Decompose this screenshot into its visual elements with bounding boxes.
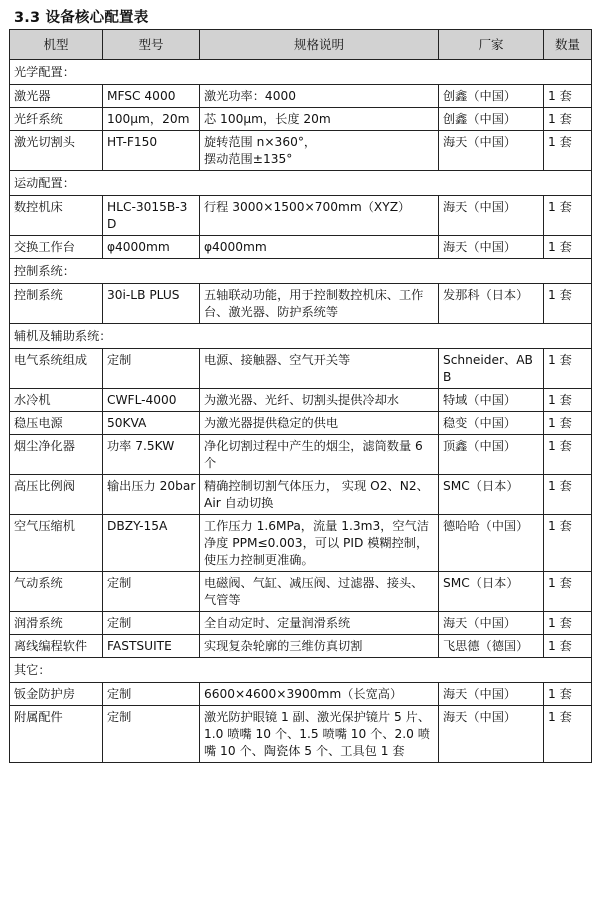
section-label: 运动配置： xyxy=(10,171,592,196)
cell-qty: 1 套 xyxy=(544,706,592,763)
cell-spec: 工作压力 1.6MPa，流量 1.3m3，空气洁净度 PPM≤0.003，可以 PID 模糊控制，使压力控制更准确。 xyxy=(200,515,439,572)
col-header-qty: 数量 xyxy=(544,30,592,60)
cell-qty: 1 套 xyxy=(544,108,592,131)
cell-spec: 五轴联动功能，用于控制数控机床、工作台、激光器、防护系统等 xyxy=(200,284,439,324)
equipment-config-table xyxy=(9,29,592,763)
section-label: 控制系统： xyxy=(10,259,592,284)
section-row xyxy=(10,324,592,349)
table-row xyxy=(10,389,592,412)
cell-model-type: 气动系统 xyxy=(10,572,103,612)
cell-qty: 1 套 xyxy=(544,572,592,612)
cell-spec: 全自动定时、定量润滑系统 xyxy=(200,612,439,635)
cell-model-no: 定制 xyxy=(103,706,200,763)
cell-maker: 飞思德（德国） xyxy=(439,635,544,658)
section-label: 其它： xyxy=(10,658,592,683)
cell-model-type: 水冷机 xyxy=(10,389,103,412)
section-row xyxy=(10,171,592,196)
cell-qty: 1 套 xyxy=(544,475,592,515)
cell-model-type: 烟尘净化器 xyxy=(10,435,103,475)
cell-model-no: CWFL-4000 xyxy=(103,389,200,412)
table-row xyxy=(10,284,592,324)
table-row xyxy=(10,612,592,635)
cell-maker: 创鑫（中国） xyxy=(439,85,544,108)
cell-model-type: 润滑系统 xyxy=(10,612,103,635)
cell-model-no: 定制 xyxy=(103,612,200,635)
section-label: 辅机及辅助系统： xyxy=(10,324,592,349)
table-body xyxy=(10,60,592,763)
cell-model-type: 钣金防护房 xyxy=(10,683,103,706)
cell-spec: 实现复杂轮廓的三维仿真切割 xyxy=(200,635,439,658)
table-row xyxy=(10,572,592,612)
cell-maker: SMC（日本） xyxy=(439,572,544,612)
cell-model-type: 附属配件 xyxy=(10,706,103,763)
cell-model-no: 定制 xyxy=(103,683,200,706)
cell-model-type: 光纤系统 xyxy=(10,108,103,131)
cell-qty: 1 套 xyxy=(544,349,592,389)
section-row xyxy=(10,60,592,85)
cell-qty: 1 套 xyxy=(544,683,592,706)
cell-maker: 海天（中国） xyxy=(439,196,544,236)
cell-model-no: HT-F150 xyxy=(103,131,200,171)
cell-model-type: 空气压缩机 xyxy=(10,515,103,572)
col-header-model-no: 型号 xyxy=(103,30,200,60)
cell-qty: 1 套 xyxy=(544,389,592,412)
cell-maker: 特域（中国） xyxy=(439,389,544,412)
cell-spec: 为激光器提供稳定的供电 xyxy=(200,412,439,435)
cell-model-type: 交换工作台 xyxy=(10,236,103,259)
cell-maker: SMC（日本） xyxy=(439,475,544,515)
section-row xyxy=(10,658,592,683)
cell-model-no: 输出压力 20bar xyxy=(103,475,200,515)
cell-model-type: 离线编程软件 xyxy=(10,635,103,658)
cell-model-no: 30i-LB PLUS xyxy=(103,284,200,324)
cell-maker: 海天（中国） xyxy=(439,706,544,763)
cell-maker: 海天（中国） xyxy=(439,131,544,171)
cell-spec: 激光功率：4000 xyxy=(200,85,439,108)
cell-qty: 1 套 xyxy=(544,236,592,259)
table-row xyxy=(10,412,592,435)
cell-spec: 净化切割过程中产生的烟尘，滤筒数量 6 个 xyxy=(200,435,439,475)
cell-model-no: DBZY-15A xyxy=(103,515,200,572)
cell-model-no: 100μm，20m xyxy=(103,108,200,131)
cell-model-no: 50KVA xyxy=(103,412,200,435)
cell-spec: 电源、接触器、空气开关等 xyxy=(200,349,439,389)
cell-model-no: HLC-3015B-3D xyxy=(103,196,200,236)
cell-model-no: 功率 7.5KW xyxy=(103,435,200,475)
cell-maker: 发那科（日本） xyxy=(439,284,544,324)
cell-maker: 顶鑫（中国） xyxy=(439,435,544,475)
cell-model-type: 高压比例阀 xyxy=(10,475,103,515)
cell-qty: 1 套 xyxy=(544,515,592,572)
cell-qty: 1 套 xyxy=(544,612,592,635)
col-header-maker: 厂家 xyxy=(439,30,544,60)
cell-model-type: 电气系统组成 xyxy=(10,349,103,389)
cell-qty: 1 套 xyxy=(544,85,592,108)
cell-maker: 海天（中国） xyxy=(439,683,544,706)
cell-maker: 海天（中国） xyxy=(439,236,544,259)
cell-spec: 电磁阀、气缸、减压阀、过滤器、接头、气管等 xyxy=(200,572,439,612)
cell-maker: 海天（中国） xyxy=(439,612,544,635)
cell-spec: 6600×4600×3900mm（长宽高） xyxy=(200,683,439,706)
cell-maker: Schneider、ABB xyxy=(439,349,544,389)
cell-qty: 1 套 xyxy=(544,284,592,324)
cell-spec: 激光防护眼镜 1 副、激光保护镜片 5 片、1.0 喷嘴 10 个、1.5 喷嘴 10 个、2.0 喷嘴 10 个、陶瓷体 5 个、工具包 1 套 xyxy=(200,706,439,763)
cell-model-no: 定制 xyxy=(103,349,200,389)
cell-model-type: 激光器 xyxy=(10,85,103,108)
table-row xyxy=(10,515,592,572)
cell-maker: 稳变（中国） xyxy=(439,412,544,435)
cell-maker: 创鑫（中国） xyxy=(439,108,544,131)
table-row xyxy=(10,131,592,171)
cell-model-no: φ4000mm xyxy=(103,236,200,259)
cell-model-type: 稳压电源 xyxy=(10,412,103,435)
section-row xyxy=(10,259,592,284)
table-row xyxy=(10,196,592,236)
table-row xyxy=(10,683,592,706)
table-row xyxy=(10,236,592,259)
cell-model-type: 数控机床 xyxy=(10,196,103,236)
section-label: 光学配置： xyxy=(10,60,592,85)
cell-spec: 精确控制切割气体压力， 实现 O2、N2、Air 自动切换 xyxy=(200,475,439,515)
col-header-spec: 规格说明 xyxy=(200,30,439,60)
cell-maker: 德哈哈（中国） xyxy=(439,515,544,572)
cell-model-no: FASTSUITE xyxy=(103,635,200,658)
cell-qty: 1 套 xyxy=(544,435,592,475)
cell-model-no: MFSC 4000 xyxy=(103,85,200,108)
table-row xyxy=(10,635,592,658)
table-header-row xyxy=(10,30,592,60)
table-row xyxy=(10,706,592,763)
table-row xyxy=(10,108,592,131)
table-row xyxy=(10,435,592,475)
cell-spec: 旋转范围 n×360°， 摆动范围±135° xyxy=(200,131,439,171)
cell-qty: 1 套 xyxy=(544,131,592,171)
section-title: 3.3 设备核心配置表 xyxy=(14,10,149,26)
cell-qty: 1 套 xyxy=(544,196,592,236)
table-row xyxy=(10,85,592,108)
table-row xyxy=(10,475,592,515)
cell-spec: 芯 100μm，长度 20m xyxy=(200,108,439,131)
cell-model-type: 激光切割头 xyxy=(10,131,103,171)
cell-spec: 行程 3000×1500×700mm（XYZ） xyxy=(200,196,439,236)
table-row xyxy=(10,349,592,389)
cell-qty: 1 套 xyxy=(544,412,592,435)
col-header-model-type: 机型 xyxy=(10,30,103,60)
cell-qty: 1 套 xyxy=(544,635,592,658)
cell-spec: φ4000mm xyxy=(200,236,439,259)
cell-model-type: 控制系统 xyxy=(10,284,103,324)
cell-spec: 为激光器、光纤、切割头提供冷却水 xyxy=(200,389,439,412)
cell-model-no: 定制 xyxy=(103,572,200,612)
